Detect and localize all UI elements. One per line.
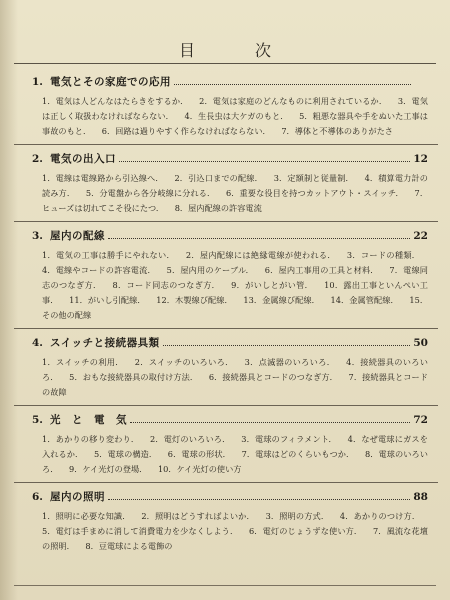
toc-section-4 xyxy=(32,335,428,406)
list-item: 3．電球のフィラメント． xyxy=(241,434,337,444)
list-item: 14．金属管配線． xyxy=(330,295,399,305)
list-item: 7．電球はどのくらいもつか． xyxy=(241,449,355,459)
toc-section-6 xyxy=(32,489,428,554)
list-item: 15．その他の配線 xyxy=(42,295,429,320)
list-item: 9．ケイ光灯の登場． xyxy=(69,464,148,474)
section-title: 電気の出入口 xyxy=(50,153,116,165)
section-number: 1. xyxy=(32,76,43,88)
list-item: 7．風流な花壇の照明． xyxy=(42,526,428,551)
list-item: 8．豆電球による電飾の xyxy=(85,541,173,551)
list-item: 11．がいし引配線． xyxy=(69,295,146,305)
section-number: 2. xyxy=(32,153,43,165)
list-item: 4．積算電力計の読み方． xyxy=(42,173,428,198)
list-item: 1．照明に必要な知識． xyxy=(42,511,131,521)
list-item: 1．あかりの移り変わり． xyxy=(42,434,140,444)
section-divider xyxy=(14,328,438,329)
section-heading[interactable] xyxy=(32,335,428,351)
section-heading[interactable] xyxy=(32,412,428,428)
list-item: 2．電気は家庭のどんなものに利用されているか． xyxy=(199,96,388,106)
list-item: 3．電気は正しく取扱わなければならない． xyxy=(42,96,428,121)
list-item: 5．屋内用のケーブル． xyxy=(166,265,255,275)
dot-leader xyxy=(119,160,410,162)
toc-section-1 xyxy=(32,74,428,145)
list-item: 13．金属線び配線． xyxy=(243,295,320,305)
section-page-number: 12 xyxy=(413,153,428,165)
list-item: 5．粗悪な器具や手をぬいた工事は事故のもと． xyxy=(42,111,428,136)
list-item: 2．引込口までの配線． xyxy=(174,173,263,183)
section-items xyxy=(42,171,428,216)
list-item: 2．屋内配線には絶縁電線が使われる． xyxy=(185,250,336,260)
section-title: 屋内の照明 xyxy=(50,491,105,503)
list-item: 6．重要な役目を持つカットアウト・スイッチ． xyxy=(225,188,404,198)
list-item: 1．スイッチの利用． xyxy=(42,357,124,367)
section-page-number: 88 xyxy=(413,491,428,503)
list-item: 4．あかりのつけ方． xyxy=(339,511,421,521)
dot-leader xyxy=(130,421,410,423)
section-page-number: 72 xyxy=(413,414,428,426)
list-item: 6．電灯のじょうずな使い方． xyxy=(248,526,363,536)
section-items xyxy=(42,248,428,323)
section-title: 光 と 電 気 xyxy=(50,414,127,426)
toc-section-3 xyxy=(32,228,428,329)
section-number: 6. xyxy=(32,491,43,503)
section-heading[interactable] xyxy=(32,489,428,505)
section-heading[interactable] xyxy=(32,151,428,167)
page-heading: 目 次 xyxy=(178,41,293,60)
toc-section-5 xyxy=(32,412,428,483)
section-divider xyxy=(14,482,438,483)
dot-leader xyxy=(108,498,410,500)
page-bottom-rule xyxy=(14,585,436,586)
list-item: 4．電線やコードの許容電流． xyxy=(42,265,156,275)
list-item: 6．電球の形状． xyxy=(167,449,231,459)
list-item: 5．電灯は手まめに消して消費電力を少なくしよう． xyxy=(42,526,239,536)
section-items xyxy=(42,94,428,139)
list-item: 8．電球のいろいろ． xyxy=(42,449,428,474)
list-item: 4．生長虫は大ケガのもと． xyxy=(184,111,289,121)
list-item: 1．電線は電線路から引込線へ． xyxy=(42,173,164,183)
dot-leader xyxy=(163,344,411,346)
section-title: 屋内の配線 xyxy=(50,230,105,242)
list-item: 8．コード同志のつなぎ方． xyxy=(112,280,221,290)
section-divider xyxy=(14,221,438,222)
section-number: 4. xyxy=(32,337,43,349)
table-of-contents xyxy=(32,74,428,554)
list-item: 5．分電盤から各分岐線に分れる． xyxy=(85,188,216,198)
list-item: 2．電灯のいろいろ． xyxy=(149,434,231,444)
list-item: 7．ヒューズは切れてこそ役にたつ． xyxy=(42,188,429,213)
heading-rule xyxy=(14,63,436,64)
list-item: 7．導体と不導体のありがたさ xyxy=(281,126,393,136)
section-number: 5. xyxy=(32,414,43,426)
section-items xyxy=(42,355,428,400)
section-heading[interactable] xyxy=(32,228,428,244)
section-title: スイッチと接続器具類 xyxy=(50,337,160,349)
toc-section-2 xyxy=(32,151,428,222)
section-page-number: 22 xyxy=(413,230,428,242)
section-divider xyxy=(14,144,438,145)
list-item: 3．定額制と従量制． xyxy=(273,173,354,183)
list-item: 3．点滅器のいろいろ． xyxy=(244,357,336,367)
list-item: 3．コードの種類． xyxy=(346,250,420,260)
dot-leader xyxy=(108,237,410,239)
list-item: 1．電気は人どんなはたらきをするか． xyxy=(42,96,189,106)
section-heading[interactable] xyxy=(32,74,428,90)
list-item: 2．スイッチのいろいろ． xyxy=(134,357,234,367)
list-item: 9．がいしとがい管． xyxy=(231,280,314,290)
section-number: 3. xyxy=(32,230,43,242)
list-item: 12．木製線び配線． xyxy=(156,295,233,305)
page-shadow xyxy=(0,0,18,600)
list-item: 5．電球の構造． xyxy=(94,449,158,459)
list-item: 7．電線同志のつなぎ方． xyxy=(42,265,428,290)
section-title: 電気とその家庭での応用 xyxy=(50,76,171,88)
section-divider xyxy=(14,405,438,406)
list-item: 10．露出工事といんぺい工事． xyxy=(42,280,428,305)
list-item: 6．接続器具とコードのつなぎ方． xyxy=(208,372,338,382)
dot-leader xyxy=(174,83,411,85)
list-item: 7．接続器具とコードの故障 xyxy=(42,372,428,397)
list-item: 1．電気の工事は勝手にやれない． xyxy=(42,250,175,260)
section-items xyxy=(42,432,428,477)
section-items xyxy=(42,509,428,554)
list-item: 2．照明はどうすればよいか． xyxy=(141,511,255,521)
list-item: 5．おもな接続器具の取付け方法． xyxy=(69,372,199,382)
list-item: 6．回路は過りやすく作らなければならない． xyxy=(101,126,271,136)
list-item: 10．ケイ光灯の使い方 xyxy=(157,464,242,474)
section-page-number: 50 xyxy=(413,337,428,349)
list-item: 8．屋内配線の許容電流 xyxy=(174,203,262,213)
list-item: 3．照明の方式． xyxy=(265,511,330,521)
list-item: 4．なぜ電球にガスを入れるか． xyxy=(42,434,428,459)
list-item: 6．屋内工事用の工具と材料． xyxy=(264,265,379,275)
list-item: 4．接続器具のいろいろ． xyxy=(42,357,428,382)
